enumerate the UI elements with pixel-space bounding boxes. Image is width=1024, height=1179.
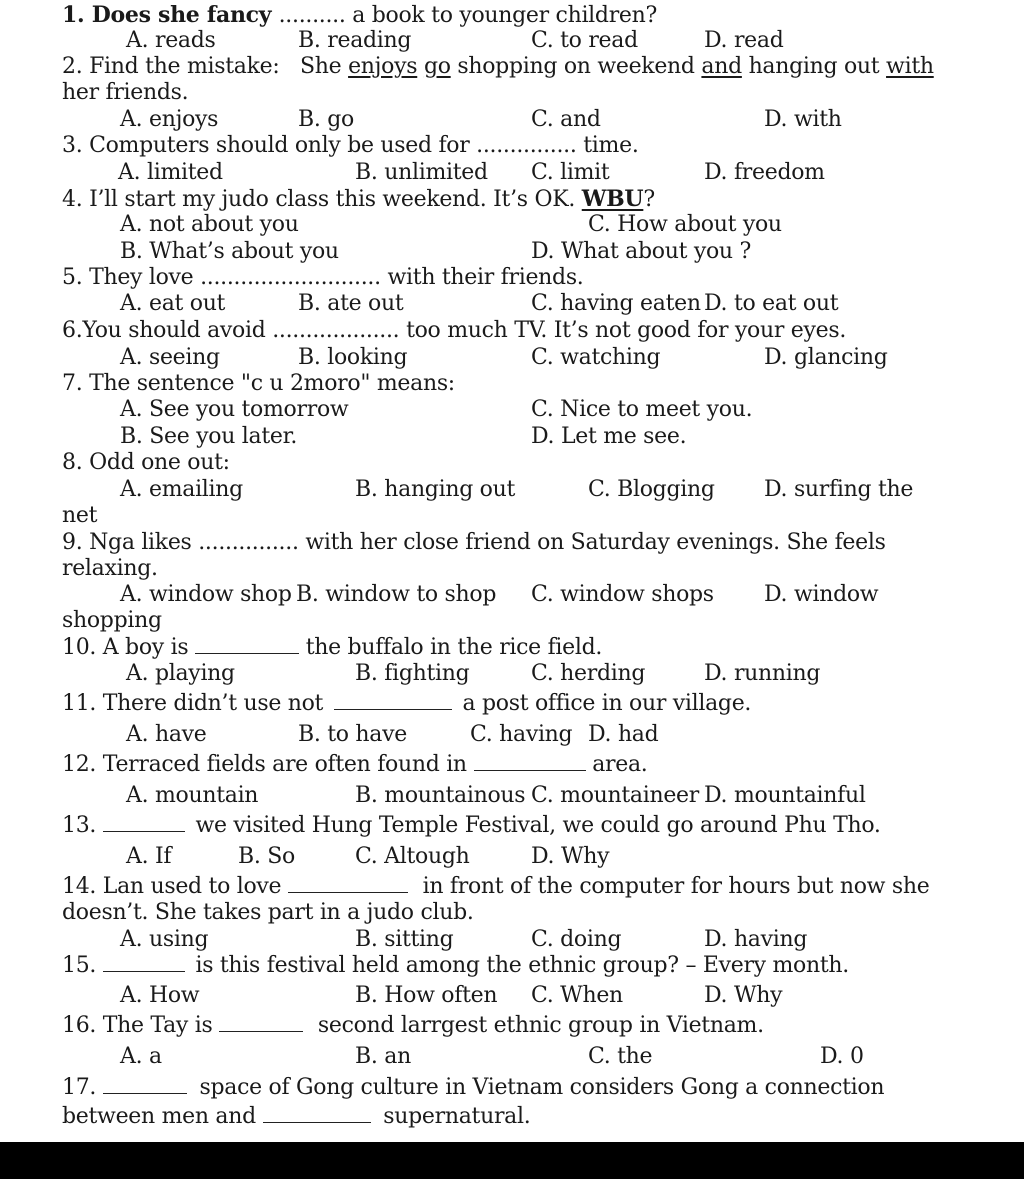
q3-option-a: A. limited <box>118 160 223 185</box>
q16-option-a: A. a <box>120 1044 162 1069</box>
q11-option-a: A. have <box>126 722 207 747</box>
q14-option-d: D. having <box>704 927 808 952</box>
question-8-stem: 8. Odd one out: <box>62 450 230 475</box>
q7-option-a: A. See you tomorrow <box>120 397 349 422</box>
question-2-sentence: She enjoys go shopping on weekend and hanging out with <box>300 54 934 79</box>
q9-option-c: C. window shops <box>531 582 714 607</box>
q1-option-c: C. to read <box>531 28 638 53</box>
q14-option-b: B. sitting <box>355 927 454 952</box>
q11-option-b: B. to have <box>298 722 407 747</box>
q12-option-b: B. mountainous <box>355 783 526 808</box>
answer-blank[interactable] <box>103 953 185 972</box>
question-3-stem: 3. Computers should only be used for ............... time. <box>62 133 639 158</box>
q10-option-a: A. playing <box>126 661 235 686</box>
q16-option-c: C. the <box>588 1044 653 1069</box>
q2-option-c: C. and <box>531 107 601 132</box>
q2-option-b: B. go <box>298 107 354 132</box>
question-2-stem: 2. Find the mistake: <box>62 54 280 79</box>
question-1-stem: 1. Does she fancy .......... a book to younger children? <box>62 2 657 28</box>
question-5-stem: 5. They love ........................... with their friends. <box>62 265 584 290</box>
q16-option-b: B. an <box>355 1044 411 1069</box>
q7-option-c: C. Nice to meet you. <box>531 397 753 422</box>
q8-option-b: B. hanging out <box>355 477 516 502</box>
q1-option-a: A. reads <box>126 28 216 53</box>
q2-option-d: D. with <box>764 107 842 132</box>
q8-option-d: D. surfing the <box>764 477 914 502</box>
q8-option-c: C. Blogging <box>588 477 715 502</box>
answer-blank[interactable] <box>334 691 452 710</box>
q5-option-d: D. to eat out <box>704 291 839 316</box>
q10-option-b: B. fighting <box>355 661 470 686</box>
q15-option-b: B. How often <box>355 983 498 1008</box>
q3-option-b: B. unlimited <box>355 160 488 185</box>
answer-blank[interactable] <box>219 1013 303 1032</box>
question-12-stem: 12. Terraced fields are often found in area. <box>62 752 648 777</box>
question-15-stem: 15. is this festival held among the ethnic group? – Every month. <box>62 953 849 978</box>
answer-blank[interactable] <box>474 752 586 771</box>
q12-option-c: C. mountaineer <box>531 783 699 808</box>
q11-option-c: C. having <box>470 722 573 747</box>
q12-option-d: D. mountainful <box>704 783 866 808</box>
answer-blank[interactable] <box>103 1075 187 1094</box>
q2-option-a: A. enjoys <box>120 107 219 132</box>
q6-option-c: C. watching <box>531 345 661 370</box>
q10-option-d: D. running <box>704 661 821 686</box>
q9-option-d-continuation: shopping <box>62 608 162 633</box>
question-6-stem: 6.You should avoid ................... too much TV. It’s not good for your eyes. <box>62 318 847 343</box>
q5-option-c: C. having eaten <box>531 291 701 316</box>
q9-option-d: D. window <box>764 582 879 607</box>
q7-option-b: B. See you later. <box>120 424 298 449</box>
q3-option-c: C. limit <box>531 160 610 185</box>
q5-option-b: B. ate out <box>298 291 404 316</box>
q14-option-c: C. doing <box>531 927 622 952</box>
q13-option-d: D. Why <box>531 844 610 869</box>
q15-option-a: A. How <box>120 983 200 1008</box>
question-10-stem: 10. A boy is the buffalo in the rice field. <box>62 635 603 660</box>
answer-blank[interactable] <box>103 813 185 832</box>
q11-option-d: D. had <box>588 722 659 747</box>
q6-option-d: D. glancing <box>764 345 888 370</box>
q15-option-c: C. When <box>531 983 623 1008</box>
q13-option-c: C. Altough <box>355 844 470 869</box>
q8-option-d-continuation: net <box>62 503 98 528</box>
q4-option-d: D. What about you ? <box>531 239 751 264</box>
question-4-stem: 4. I’ll start my judo class this weekend. It’s OK. WBU? <box>62 186 655 212</box>
q7-option-d: D. Let me see. <box>531 424 687 449</box>
question-2-continuation: her friends. <box>62 80 189 105</box>
q4-option-a: A. not about you <box>120 212 299 237</box>
q14-option-a: A. using <box>120 927 209 952</box>
question-9-stem: 9. Nga likes ............... with her close friend on Saturday evenings. She feels <box>62 530 886 555</box>
question-14-continuation: doesn’t. She takes part in a judo club. <box>62 900 474 925</box>
question-13-stem: 13. we visited Hung Temple Festival, we could go around Phu Tho. <box>62 813 881 838</box>
answer-blank[interactable] <box>195 635 299 654</box>
question-7-stem: 7. The sentence "c u 2moro" means: <box>62 371 455 396</box>
q6-option-b: B. looking <box>298 345 408 370</box>
q1-option-d: D. read <box>704 28 784 53</box>
q9-option-a: A. window shop <box>120 582 292 607</box>
q4-option-c: C. How about you <box>588 212 782 237</box>
q4-option-b: B. What’s about you <box>120 239 339 264</box>
q12-option-a: A. mountain <box>126 783 259 808</box>
q9-option-b: B. window to shop <box>296 582 497 607</box>
q13-option-a: A. If <box>126 844 172 869</box>
q15-option-d: D. Why <box>704 983 783 1008</box>
answer-blank[interactable] <box>288 874 408 893</box>
question-11-stem: 11. There didn’t use not a post office in our village. <box>62 691 752 716</box>
question-9-continuation: relaxing. <box>62 556 158 581</box>
q6-option-a: A. seeing <box>120 345 220 370</box>
q16-option-d: D. 0 <box>820 1044 864 1069</box>
q3-option-d: D. freedom <box>704 160 825 185</box>
q13-option-b: B. So <box>238 844 295 869</box>
question-16-stem: 16. The Tay is second larrgest ethnic group in Vietnam. <box>62 1013 764 1038</box>
q5-option-a: A. eat out <box>120 291 226 316</box>
q1-option-b: B. reading <box>298 28 412 53</box>
q10-option-c: C. herding <box>531 661 646 686</box>
q8-option-a: A. emailing <box>120 477 243 502</box>
question-17-continuation: between men and supernatural. <box>62 1104 531 1129</box>
answer-blank[interactable] <box>263 1104 371 1123</box>
question-14-stem: 14. Lan used to love in front of the computer for hours but now she <box>62 874 930 899</box>
question-17-stem: 17. space of Gong culture in Vietnam considers Gong a connection <box>62 1075 885 1100</box>
